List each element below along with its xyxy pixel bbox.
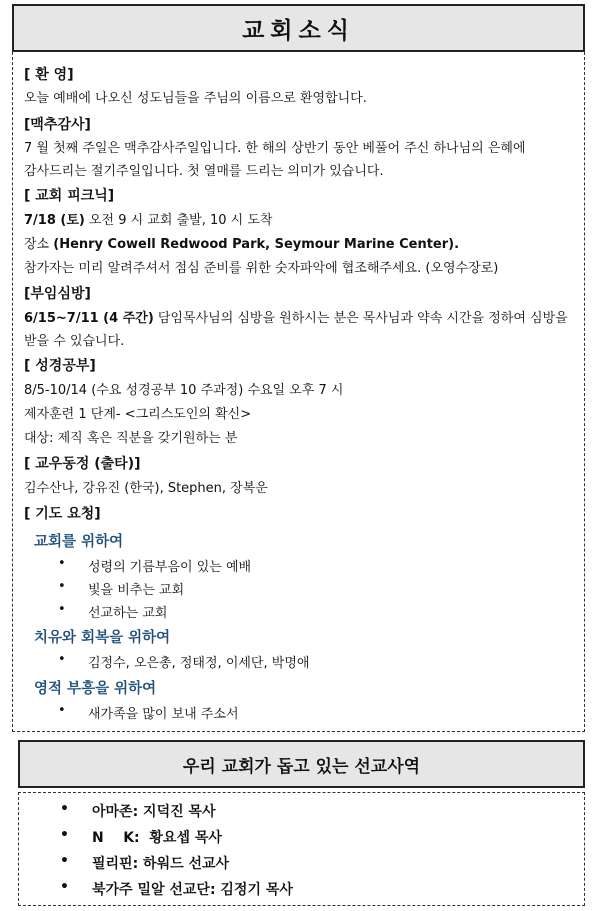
prayer-item: 성령의 기름부음이 있는 예배: [88, 560, 252, 575]
bible-study-line-1: 8/5-10/14 (수요 성경공부 10 주과정) 수요일 오후 7 시: [24, 383, 344, 398]
picnic-date: [24, 212, 272, 230]
prayer-group-church-title: 교회를 위하여: [34, 534, 124, 550]
visitation-heading: [부임심방]: [24, 286, 91, 302]
prayer-item: 빛을 비추는 교회: [88, 583, 185, 598]
bible-study-heading: [ 성경공부]: [24, 358, 96, 374]
prayer-group-revival-title: 영적 부흥을 위하여: [34, 681, 157, 697]
visitation-line-2: 받을 수 있습니다.: [24, 334, 125, 349]
bullet-icon: •: [60, 879, 69, 895]
prayer-item: 김정수, 오은총, 정태정, 이세단, 박명애: [88, 656, 310, 671]
mission-item: N K: 황요셉 목사: [92, 830, 222, 846]
picnic-note: 참가자는 미리 알려주셔서 점심 준비를 위한 숫자파악에 협조해주세요. (오영수장로): [24, 261, 499, 276]
bullet-icon: •: [58, 556, 66, 571]
bullet-icon: •: [60, 801, 69, 817]
mission-item: 필리핀: 하워드 선교사: [92, 856, 230, 872]
bible-study-line-3: 대상: 제직 혹은 직분을 갖기원하는 분: [24, 431, 238, 446]
picnic-place-prefix: 장소: [24, 237, 54, 252]
picnic-place-bold: (Henry Cowell Redwood Park, Seymour Marine Center).: [53, 237, 460, 252]
bullet-icon: •: [58, 579, 66, 594]
prayer-heading: [ 기도 요청]: [24, 506, 101, 522]
welcome-text: 오늘 예배에 나오신 성도님들을 주님의 이름으로 환영합니다.: [24, 91, 367, 106]
welcome-heading: [ 환 영]: [24, 67, 74, 83]
thanksgiving-line-1: 7 월 첫째 주일은 맥추감사주일입니다. 한 해의 상반기 동안 베풀어 주신 하나님의 은혜에: [24, 141, 526, 156]
prayer-item: 선교하는 교회: [88, 606, 168, 621]
mission-item: 아마존: 지덕진 목사: [92, 804, 216, 820]
missions-heading: 우리 교회가 돕고 있는 선교사역: [18, 740, 585, 788]
picnic-place: [24, 236, 459, 254]
bullet-icon: •: [60, 827, 69, 843]
page-title: 교회소식: [12, 4, 585, 52]
visitation-line-1-rest: 담임목사님의 심방을 원하시는 분은 목사님과 약속 시간을 정하여 심방을: [153, 311, 568, 326]
bullet-icon: •: [58, 652, 66, 667]
visitation-line-1: [24, 310, 568, 328]
prayer-item: 새가족을 많이 보내 주소서: [88, 707, 239, 722]
thanksgiving-line-2: 감사드리는 절기주일입니다. 첫 열매를 드리는 의미가 있습니다.: [24, 164, 384, 179]
bullet-icon: •: [60, 853, 69, 869]
picnic-heading: [ 교회 피크닉]: [24, 188, 115, 204]
visitation-period: 6/15~7/11 (4 주간): [24, 311, 154, 326]
travel-text: 김수산나, 강유진 (한국), Stephen, 장복운: [24, 481, 268, 496]
mission-item: 북가주 밀알 선교단: 김정기 목사: [92, 882, 293, 898]
prayer-group-healing-title: 치유와 회복을 위하여: [34, 630, 171, 646]
picnic-date-bold: 7/18 (토): [24, 213, 85, 228]
picnic-date-rest: 오전 9 시 교회 출발, 10 시 도착: [84, 213, 273, 228]
bible-study-line-2: 제자훈련 1 단계- <그리스도인의 확신>: [24, 407, 252, 422]
bullet-icon: •: [58, 602, 66, 617]
thanksgiving-heading: [맥추감사]: [24, 117, 91, 133]
travel-heading: [ 교우동정 (출타)]: [24, 456, 141, 472]
bullet-icon: •: [58, 703, 66, 718]
